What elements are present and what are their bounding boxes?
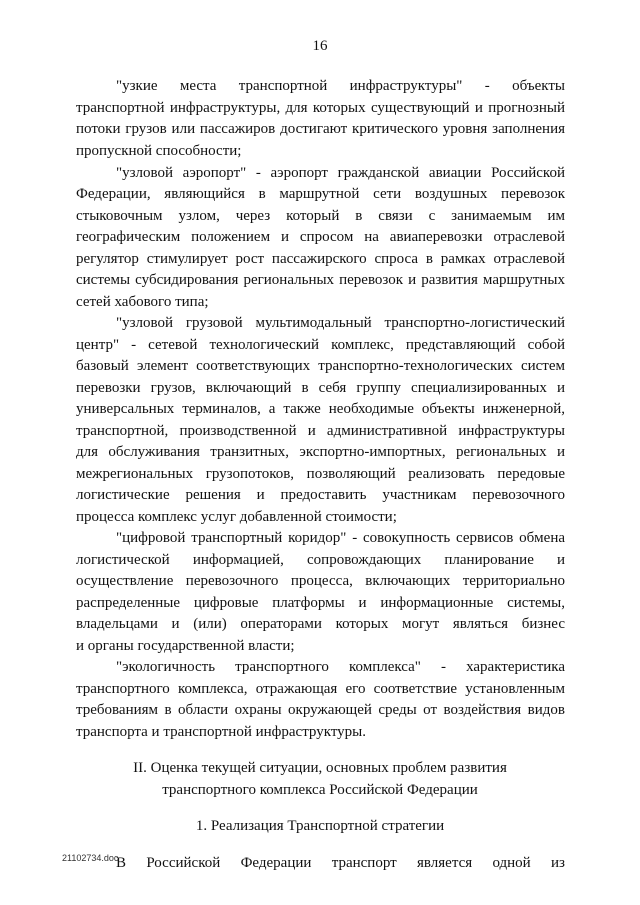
text-line: базовый элемент соответствующих транспортно-технологических систем [76, 358, 565, 374]
text-line: потоки грузов или пассажиров достигают критического уровня заполнения [76, 121, 565, 137]
section-heading: II. Оценка текущей ситуации, основных проблем развития [133, 760, 507, 776]
text-line: логистической информацией, сопровождающих планирование и [76, 552, 565, 568]
text-line: центр" - сетевой технологический комплекс, представляющий собой [76, 337, 565, 353]
text-line: регулятор стимулирует рост пассажирского спроса в рамках отраслевой [76, 251, 565, 267]
text-line: распределенные цифровые платформы и информационные системы, [76, 595, 565, 611]
section-heading: 1. Реализация Транспортной стратегии [195, 818, 445, 834]
text-line: процесса комплекс услуг добавленной стоимости; [76, 509, 397, 525]
text-line: сетей хабового типа; [76, 294, 209, 310]
text-line: перевозки грузов, включающий в себя группу специализированных и [76, 380, 565, 396]
text-line: системы субсидирования региональных перевозок и развития маршрутных [76, 272, 565, 288]
text-line: "узловой аэропорт" - аэропорт гражданской авиации Российской [116, 165, 565, 181]
text-line: универсальных терминалов, а также необходимые объекты инженерной, [76, 401, 565, 417]
text-line: "экологичность транспортного комплекса" - характеристика [116, 659, 565, 675]
text-line: логистические решения и предоставить участникам перевозочного [76, 487, 565, 503]
text-line: владельцами и (или) операторами которых могут являться бизнес [76, 616, 565, 632]
page-number: 16 [312, 38, 328, 54]
text-line: транспорта и транспортной инфраструктуры. [76, 724, 367, 740]
text-line: транспортной, производственной и административной инфраструктуры [76, 423, 565, 439]
text-line: географическим положением и спросом на авиаперевозки отраслевой [76, 229, 565, 245]
text-line: "узловой грузовой мультимодальный транспортно-логистический [116, 315, 565, 331]
text-line: Федерации, являющийся в маршрутной сети воздушных перевозок [76, 186, 565, 202]
text-line: транспортной инфраструктуры, для которых существующий и прогнозный [76, 100, 565, 116]
text-line: транспортного комплекса, отражающая его соответствие установленным [76, 681, 565, 697]
text-line: для обслуживания транзитных, экспортно-импортных, региональных и [76, 444, 565, 460]
text-line: В Российской Федерации транспорт является одной из [116, 855, 565, 871]
text-line: "цифровой транспортный коридор" - совокупность сервисов обмена [116, 530, 565, 546]
text-line: требованиям в области охраны окружающей среды от воздействия видов [76, 702, 565, 718]
text-line: и органы государственной власти; [76, 638, 295, 654]
text-line: межрегиональных грузопотоков, позволяющий реализовать передовые [76, 466, 565, 482]
text-line: пропускной способности; [76, 143, 242, 159]
section-heading: транспортного комплекса Российской Федерации [162, 782, 478, 798]
text-line: "узкие места транспортной инфраструктуры" - объекты [116, 78, 565, 94]
text-line: осуществление перевозочного процесса, включающих территориально [76, 573, 565, 589]
text-line: стыковочным узлом, через который в связи с занимаемым им [76, 208, 565, 224]
footer-filename: 21102734.doc [62, 853, 119, 863]
